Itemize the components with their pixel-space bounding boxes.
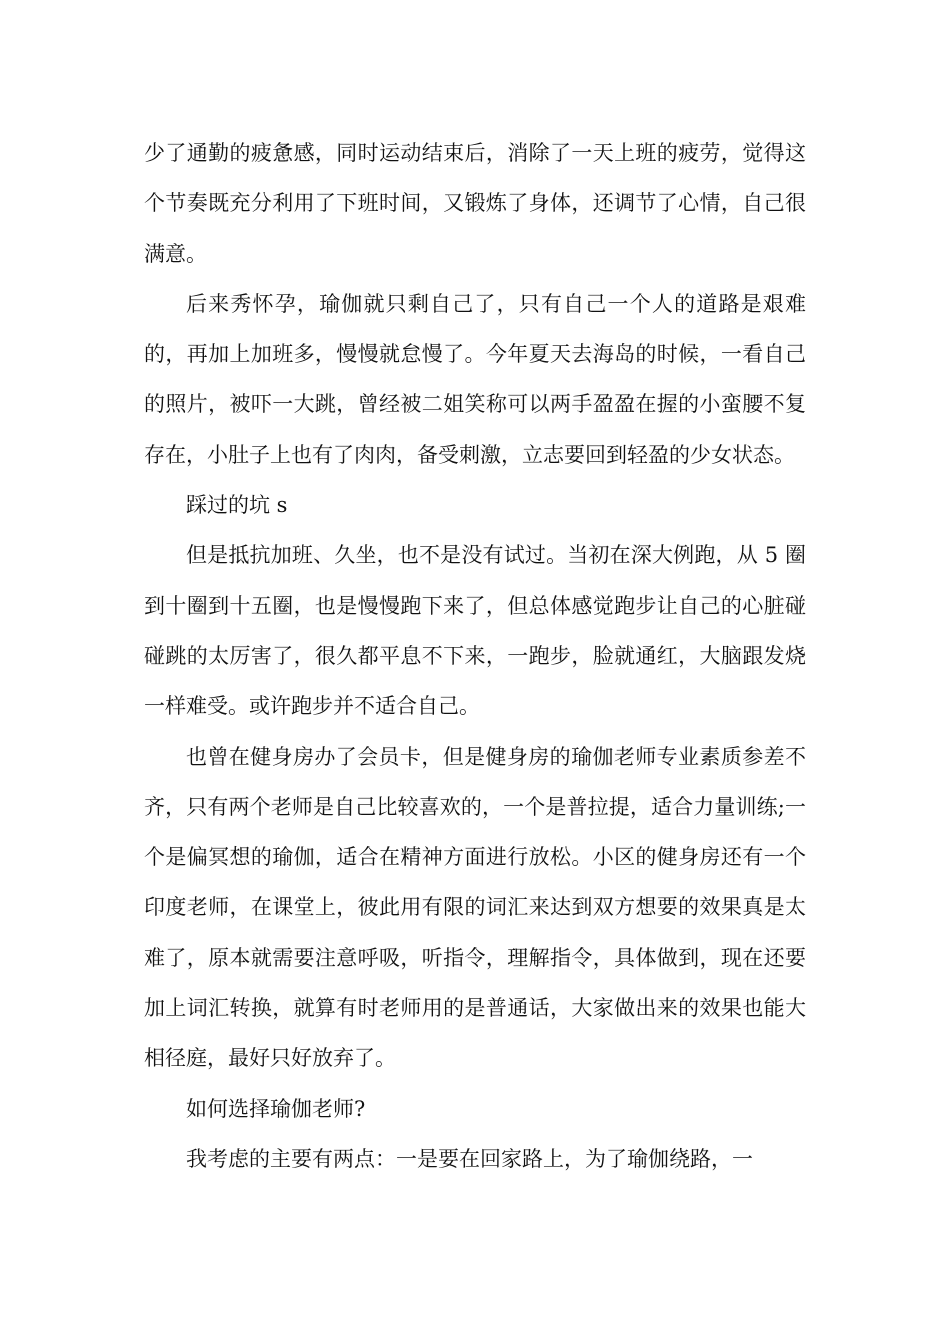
paragraph-4: 也曾在健身房办了会员卡，但是健身房的瑜伽老师专业素质参差不齐，只有两个老师是自己比较喜欢的，一个是普拉提，适合力量训练;一个是偏冥想的瑜伽，适合在精神方面进行放松。小区的健身房还有一个印度老师，在课堂上，彼此用有限的词汇来达到双方想要的效果真是太难了，原本就需要注意呼吸，听指令，理解指令，具体做到，现在还要加上词汇转换，就算有时老师用的是普通话，大家做出来的效果也能大相径庭，最好只好放弃了。 [144, 744, 806, 1071]
paragraph-1: 少了通勤的疲惫感，同时运动结束后，消除了一天上班的疲劳，觉得这个节奏既充分利用了下班时间，又锻炼了身体，还调节了心情，自己很满意。 [144, 141, 806, 266]
document-body [144, 128, 806, 1184]
section-heading-pitfalls: 踩过的坑 s [186, 493, 288, 518]
paragraph-3: 但是抵抗加班、久坐，也不是没有试过。当初在深大例跑，从 5 圈到十圈到十五圈，也是慢慢跑下来了，但总体感觉跑步让自己的心脏碰碰跳的太厉害了，很久都平息不下来，一跑步，脸就通红，大脑跟发烧一样难受。或许跑步并不适合自己。 [144, 543, 806, 719]
paragraph-5: 我考虑的主要有两点：一是要在回家路上，为了瑜伽绕路，一 [186, 1146, 753, 1171]
section-heading-choose-teacher: 如何选择瑜伽老师? [186, 1096, 366, 1121]
paragraph-2: 后来秀怀孕，瑜伽就只剩自己了，只有自己一个人的道路是艰难的，再加上加班多，慢慢就怠慢了。今年夏天去海岛的时候，一看自己的照片，被吓一大跳，曾经被二姐笑称可以两手盈盈在握的小蛮腰不复存在，小肚子上也有了肉肉，备受刺激，立志要回到轻盈的少女状态。 [144, 291, 806, 467]
